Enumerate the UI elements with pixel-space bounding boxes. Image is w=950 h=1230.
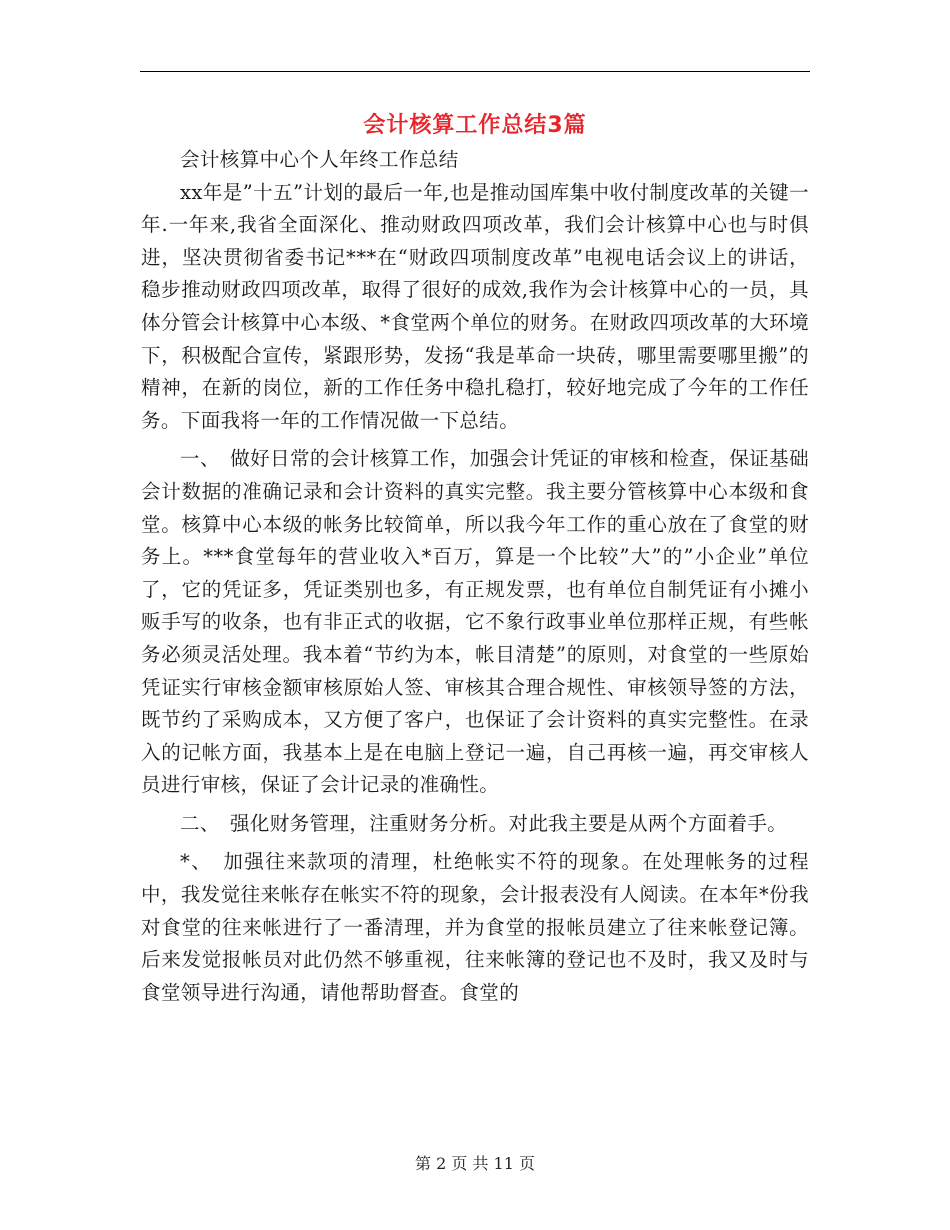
paragraph-section-two: 二、 强化财务管理，注重财务分析。对此我主要是从两个方面着手。 (180, 811, 788, 835)
page-number-footer: 第 2 页 共 11 页 (415, 1154, 535, 1173)
section-subtitle: 会计核算中心个人年终工作总结 (180, 148, 459, 171)
document-title: 会计核算工作总结3篇 (363, 113, 587, 138)
document-body (141, 144, 809, 1009)
header-rule (140, 71, 810, 72)
paragraph-intro: xx年是”十五”计划的最后一年,也是推动国库集中收付制度改革的关键一年.一年来,我省全面深化、推动财政四项改革，我们会计核算中心也与时俱进，坚决贯彻省委书记***在“财政四项制度改革”电视电话会议上的讲话，稳步推动财政四项改革，取得了很好的成效,我作为会计核算中心的一员，具体分管会计核算中心本级、*食堂两个单位的财务。在财政四项改革的大环境下，积极配合宣传，紧跟形势，发扬“我是革命一块砖，哪里需要哪里搬”的精神，在新的岗位，新的工作任务中稳扎稳打，较好地完成了今年的工作任务。下面我将一年的工作情况做一下总结。 (141, 180, 809, 432)
paragraph-section-one: 一、 做好日常的会计核算工作，加强会计凭证的审核和检查，保证基础会计数据的准确记录和会计资料的真实完整。我主要分管核算中心本级和食堂。核算中心本级的帐务比较简单，所以我今年工作的重心放在了食堂的财务上。***食堂每年的营业收入*百万，算是一个比较”大”的”小企业”单位了，它的凭证多，凭证类别也多，有正规发票，也有单位自制凭证有小摊小贩手写的收条，也有非正式的收据，它不象行政事业单位那样正规，有些帐务必须灵活处理。我本着“节约为本，帐目清楚”的原则，对食堂的一些原始凭证实行审核金额审核原始人签、审核其合理合规性、审核领导签的方法，既节约了采购成本，又方便了客户，也保证了会计资料的真实完整性。在录入的记帐方面，我基本上是在电脑上登记一遍，自己再核一遍，再交审核人员进行审核，保证了会计记录的准确性。 (141, 447, 809, 797)
paragraph-subsection: *、 加强往来款项的清理，杜绝帐实不符的现象。在处理帐务的过程中，我发觉往来帐存在帐实不符的现象，会计报表没有人阅读。在本年*份我对食堂的往来帐进行了一番清理，并为食堂的报帐员建立了往来帐登记簿。后来发觉报帐员对此仍然不够重视，往来帐簿的登记也不及时，我又及时与食堂领导进行沟通，请他帮助督查。食堂的 (141, 850, 809, 1004)
